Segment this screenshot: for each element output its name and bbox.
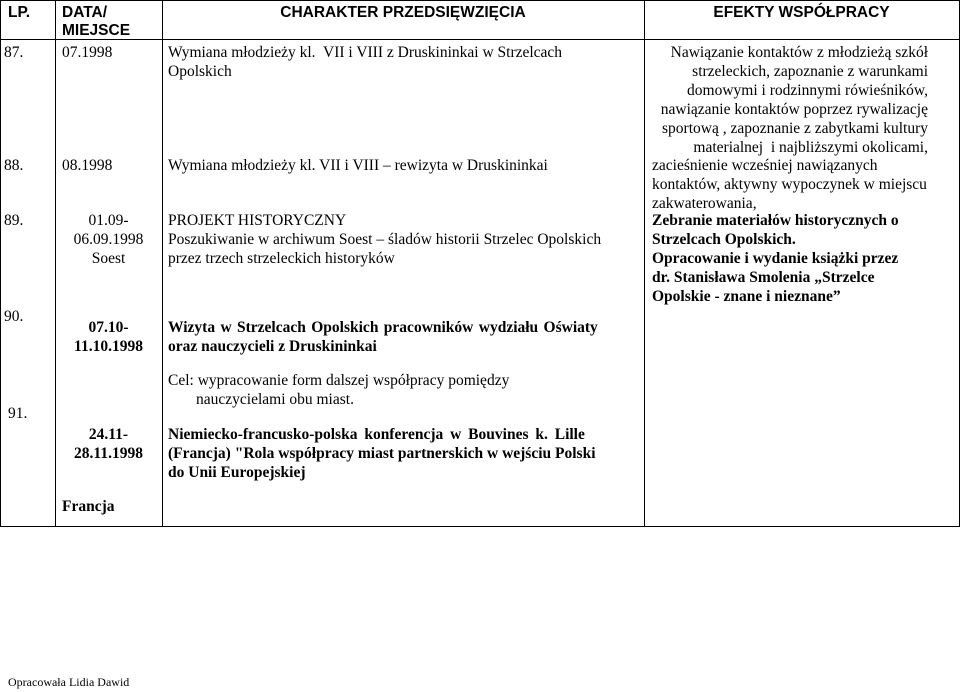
row-89-effect-line2: Strzelcach Opolskich. — [652, 231, 796, 248]
header-date-line2: MIEJSCE — [62, 22, 131, 39]
row-87-effect-line4: nawiązanie kontaktów poprzez rywalizację — [660, 101, 928, 118]
row-87-effect-line6: materialnej i najbliższymi okolicami, — [693, 139, 928, 156]
row-91-lp: 91. — [8, 405, 28, 422]
row-91-char-line1: Niemiecko-francusko-polska konferencja w Bouvines k. Lille — [168, 426, 585, 443]
col-divider-effects — [644, 0, 645, 527]
header-lp: LP. — [8, 4, 31, 21]
row-90-date-line1: 07.10- — [88, 319, 129, 336]
row-89-date-line2: 06.09.1998 — [73, 231, 144, 248]
row-91-date-line1: 24.11- — [88, 426, 129, 443]
header-bottom-border — [0, 39, 960, 40]
col-divider-lp — [0, 0, 1, 527]
header-character: CHARAKTER PRZEDSIĘWZIĘCIA — [280, 4, 526, 21]
row-88-effect-line3: zakwaterowania, — [652, 195, 757, 212]
row-88-lp: 88. — [4, 157, 24, 174]
table-top-border — [0, 0, 960, 1]
row-90-goal-line1: Cel: wypracowanie form dalszej współpracy pomiędzy — [168, 372, 510, 389]
row-88-effect-line2: kontaktów, aktywny wypoczynek w miejscu — [652, 176, 927, 193]
header-date-line1: DATA/ — [62, 4, 108, 21]
row-87-effect-line2: strzeleckich, zapoznanie z warunkami — [692, 63, 928, 80]
row-89-effect-line1: Zebranie materiałów historycznych o — [652, 212, 899, 229]
footer-author: Opracowała Lidia Dawid — [8, 675, 130, 689]
row-90-goal-line2: nauczycielami obu miast. — [196, 391, 354, 408]
col-divider-char — [162, 0, 163, 527]
row-91-char-line3: do Unii Europejskiej — [168, 464, 306, 481]
row-88-effect-line1: zacieśnienie wcześniej nawiązanych — [652, 157, 878, 174]
row-91-date-line3: Francja — [62, 498, 115, 515]
row-89-effect-line4: dr. Stanisława Smolenia „Strzelce — [652, 269, 875, 286]
row-87-date: 07.1998 — [62, 44, 113, 61]
row-88-char: Wymiana młodzieży kl. VII i VIII – rewizyta w Druskininkai — [168, 157, 548, 174]
row-87-lp: 87. — [4, 44, 24, 61]
header-effects: EFEKTY WSPÓŁPRACY — [713, 4, 890, 21]
row-90-lp: 90. — [4, 308, 24, 325]
row-89-char-line2: przez trzech strzeleckich historyków — [168, 250, 395, 267]
row-89-date-line1: 01.09- — [88, 212, 129, 229]
row-87-effect-line5: sportową , zapoznanie z zabytkami kultury — [662, 120, 928, 137]
row-91-date-line2: 28.11.1998 — [74, 445, 143, 462]
row-90-char-line1: Wizyta w Strzelcach Opolskich pracowników wydziału Oświaty — [168, 319, 598, 336]
row-88-date: 08.1998 — [62, 157, 113, 174]
row-89-lp: 89. — [4, 212, 24, 229]
row-87-char-line1: Wymiana młodzieży kl. VII i VIII z Druskininkai w Strzelcach — [168, 44, 563, 61]
row-89-date-line3: Soest — [91, 250, 126, 267]
row-89-effect-line5: Opolskie - znane i nieznane” — [652, 288, 841, 305]
row-90-date-line2: 11.10.1998 — [74, 338, 143, 355]
row-87-effect-line1: Nawiązanie kontaktów z młodzieżą szkół — [670, 44, 928, 61]
row-89-char-line1: Poszukiwanie w archiwum Soest – śladów historii Strzelec Opolskich — [168, 231, 602, 248]
row-87-char-line2: Opolskich — [168, 63, 232, 80]
row-87-effect-line3: domowymi i rodzinnymi rówieśników, — [687, 82, 928, 99]
row-91-char-line2: (Francja) "Rola współpracy miast partnerskich w wejściu Polski — [168, 445, 596, 462]
table-bottom-border — [0, 526, 960, 527]
row-90-char-line2: oraz nauczycieli z Druskininkai — [168, 338, 377, 355]
row-89-effect-line3: Opracowanie i wydanie książki przez — [652, 250, 899, 267]
row-89-char-title: PROJEKT HISTORYCZNY — [168, 212, 347, 229]
